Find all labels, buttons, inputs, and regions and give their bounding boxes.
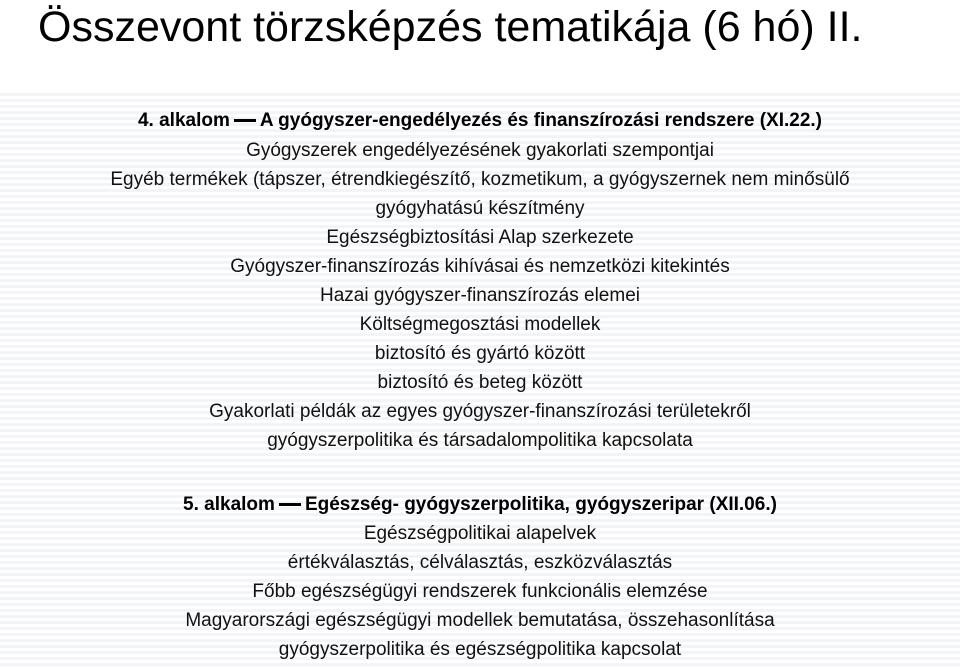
section-5-item: értékválasztás, célválasztás, eszközválasztás: [287, 552, 673, 573]
section-4-item: biztosító és beteg között: [377, 372, 583, 393]
dash-divider: [234, 119, 256, 122]
section-4-item: gyógyszerpolitika és társadalompolitika kapcsolata: [267, 430, 693, 451]
section-5-title: Egészség- gyógyszerpolitika, gyógyszeripar (XII.06.): [304, 494, 777, 515]
section-4-item: biztosító és gyártó között: [374, 343, 586, 364]
section-5-item: Magyarországi egészségügyi modellek bemutatása, összehasonlítása: [185, 610, 775, 631]
section-4-item: Gyógyszer-finanszírozás kihívásai és nemzetközi kitekintés: [230, 256, 730, 277]
section-4-heading: [0, 110, 960, 132]
section-4-item: Hazai gyógyszer-finanszírozás elemei: [320, 285, 640, 306]
section-4-title: A gyógyszer-engedélyezés és finanszírozási rendszere (XI.22.): [259, 110, 822, 131]
dash-divider: [279, 503, 301, 506]
section-4-item: Gyakorlati példák az egyes gyógyszer-finanszírozási területekről: [209, 401, 751, 422]
section-4-item: Egészségbiztosítási Alap szerkezete: [326, 227, 634, 248]
section-5-item: Főbb egészségügyi rendszerek funkcionális elemzése: [252, 581, 708, 602]
section-4-item: Költségmegosztási modellek: [359, 314, 601, 335]
section-5-number: 5. alkalom: [183, 494, 275, 515]
section-4-number: 4. alkalom: [137, 110, 230, 131]
section-5-heading: [0, 494, 960, 516]
slide-title: Összevont törzsképzés tematikája (6 hó) II.: [38, 3, 863, 51]
section-5-item: Egészségpolitikai alapelvek: [363, 523, 597, 544]
section-4-item: Egyéb termékek (tápszer, étrendkiegészítő, kozmetikum, a gyógyszernek nem minősülő: [110, 169, 850, 190]
section-5-item: gyógyszerpolitika és egészségpolitika kapcsolat: [278, 639, 682, 660]
section-4-item: Gyógyszerek engedélyezésének gyakorlati szempontjai: [246, 140, 714, 161]
section-4-item: gyógyhatású készítmény: [375, 198, 585, 219]
